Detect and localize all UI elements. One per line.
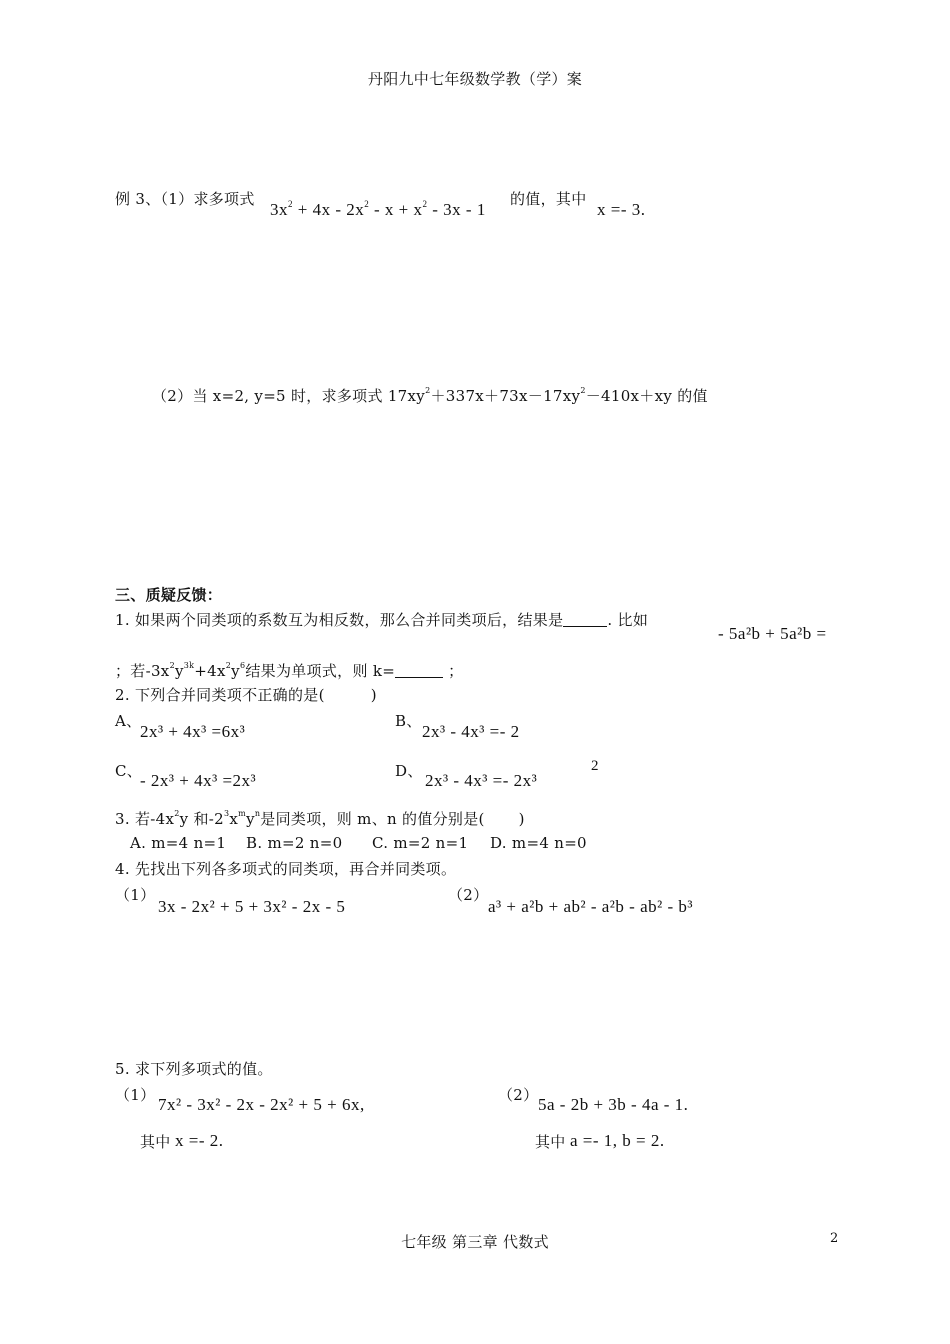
option-d: 2x³ - 4x³ =- 2x³ [425,771,538,790]
question-5-part2-given: a =- 1, b = 2. [570,1131,665,1150]
answer-blank [395,663,443,678]
example3-label: 例 3、（1）求多项式 [115,190,255,208]
option-a: 2x³ + 4x³ =6x³ [140,722,246,741]
question-3: 3. 若$-4x^2y$ 和$-2^3x^my^n$是同类项，则 m、n 的值分别是( ) [115,809,525,828]
example3-part2: （2）当 x=2, y=5 时，求多项式 $17xy^2+337x+73x-17xy^2-410x+xy$ 的值 [152,386,708,405]
q3-option-a: A. m=4 n=1 [130,834,227,852]
example3-given: x =- 3. [597,200,646,219]
option-c-label: C、 [115,762,143,780]
page-header: 丹阳九中七年级数学教（学）案 [367,70,583,88]
question-4-part1: 3x - 2x² + 5 + 3x² - 2x - 5 [158,897,346,916]
example3-suffix: 的值，其中 [510,190,587,208]
q3-option-b: B. m=2 n=0 [246,834,343,852]
example3-expression: $3x^2 + 4x - 2x^2 - x + x^2 - 3x - 1$ [270,199,486,219]
q3-option-c: C. m=2 n=1 [372,834,469,852]
option-a-label: A、 [115,712,142,730]
question-5-part2-given-label: 其中 [535,1133,566,1151]
answer-blank [563,612,607,627]
question-4-part2: a³ + a²b + ab² - a²b - ab² - b³ [488,897,693,916]
question-4-part1-label: （1） [115,886,156,904]
section-heading: 三、质疑反馈： [115,586,223,604]
question-5: 5. 求下列多项式的值。 [115,1060,273,1078]
page-number: 2 [830,1231,839,1246]
option-c: - 2x³ + 4x³ =2x³ [140,771,257,790]
q3-option-d: D. m=4 n=0 [490,834,587,852]
question-5-part1-given-label: 其中 [140,1133,171,1151]
option-b-label: B、 [395,712,422,730]
option-d-extra: 2 [591,758,599,774]
question-5-part2: 5a - 2b + 3b - 4a - 1. [538,1095,689,1114]
question-5-part1-given: x =- 2. [175,1131,224,1150]
question-1: 1. 如果两个同类项的系数互为相反数，那么合并同类项后，结果是 . 比如 [115,611,649,629]
question-5-part1: 7x² - 3x² - 2x - 2x² + 5 + 6x, [158,1095,365,1114]
question-1-expression: - 5a²b + 5a²b = [718,624,827,643]
page-footer: 七年级 第三章 代数式 [401,1233,549,1251]
option-b: 2x³ - 4x³ =- 2 [422,722,520,741]
question-4-part2-label: （2） [448,886,489,904]
question-4: 4. 先找出下列各多项式的同类项，再合并同类项。 [115,860,457,878]
option-d-label: D、 [395,762,423,780]
question-1-line2: ；若$-3x^2y^{3k}+4x^2y^6$结果为单项式，则 k= ； [115,661,464,680]
question-5-part2-label: （2） [498,1086,539,1104]
question-5-part1-label: （1） [115,1086,156,1104]
question-2: 2. 下列合并同类项不正确的是( ) [115,686,377,704]
